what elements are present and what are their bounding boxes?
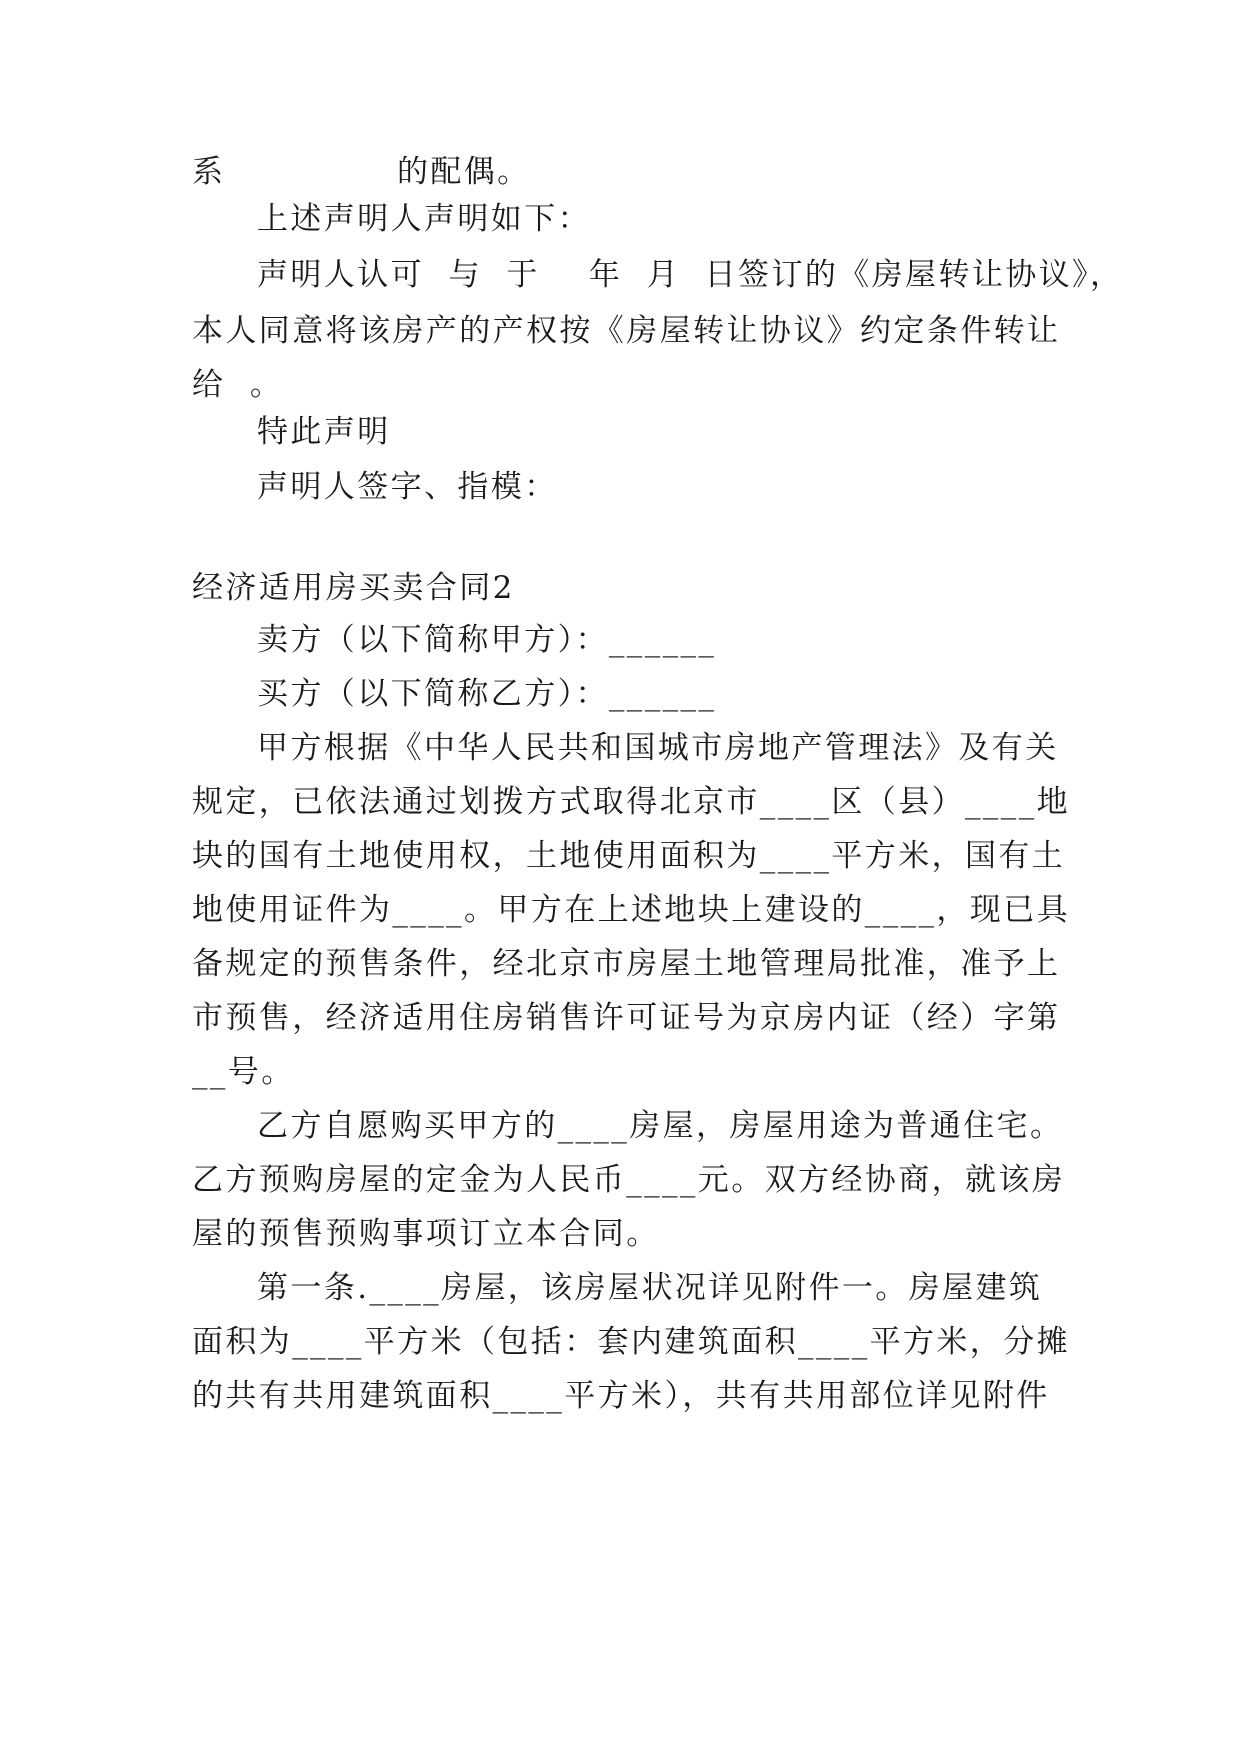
article-1-line-3: 的共有共用建筑面积____平方米），共有共用部位详见附件 — [192, 1378, 1050, 1414]
text-line-declaration-intro: 上述声明人声明如下： — [257, 201, 591, 237]
text-line-spouse: 系 的配偶。 — [192, 154, 531, 190]
paragraph-1-line-3: 块的国有土地使用权，土地使用面积为____平方米，国有土 — [192, 838, 1066, 874]
text-line-declaration-body-2: 本人同意将该房产的产权按《房屋转让协议》约定条件转让 — [192, 313, 1061, 349]
paragraph-1-line-4: 地使用证件为____。甲方在上述地块上建设的____，现已具 — [192, 892, 1070, 928]
paragraph-1-line-5: 备规定的预售条件，经北京市房屋土地管理局批准，准予上 — [192, 946, 1061, 982]
text-line-buyer: 买方（以下简称乙方）：______ — [257, 676, 717, 712]
article-1-line-1: 第一条.____房屋，该房屋状况详见附件一。房屋建筑 — [257, 1270, 1043, 1306]
text-line-declaration-body-3: 给 。 — [192, 367, 284, 403]
paragraph-2-line-3: 屋的预售预购事项订立本合同。 — [192, 1216, 660, 1252]
text-line-hereby-declare: 特此声明 — [257, 414, 391, 450]
paragraph-1-line-1: 甲方根据《中华人民共和国城市房地产管理法》及有关 — [257, 730, 1059, 766]
paragraph-2-line-2: 乙方预购房屋的定金为人民币____元。双方经协商，就该房 — [192, 1162, 1066, 1198]
text-line-seller: 卖方（以下简称甲方）：______ — [257, 622, 717, 658]
text-line-signature: 声明人签字、指模： — [257, 469, 558, 505]
paragraph-1-line-6: 市预售，经济适用住房销售许可证号为京房内证（经）字第 — [192, 1000, 1061, 1036]
paragraph-2-line-1: 乙方自愿购买甲方的____房屋，房屋用途为普通住宅。 — [257, 1108, 1064, 1144]
text-line-declaration-body-1: 声明人认可 与 于 年 月 日签订的《房屋转让协议》， — [257, 257, 1124, 293]
section-title: 经济适用房买卖合同2 — [192, 570, 515, 606]
paragraph-1-line-7: __号。 — [192, 1054, 295, 1090]
paragraph-1-line-2: 规定，已依法通过划拨方式取得北京市____区（县）____地 — [192, 784, 1070, 820]
article-1-line-2: 面积为____平方米（包括：套内建筑面积____平方米，分摊 — [192, 1324, 1070, 1360]
